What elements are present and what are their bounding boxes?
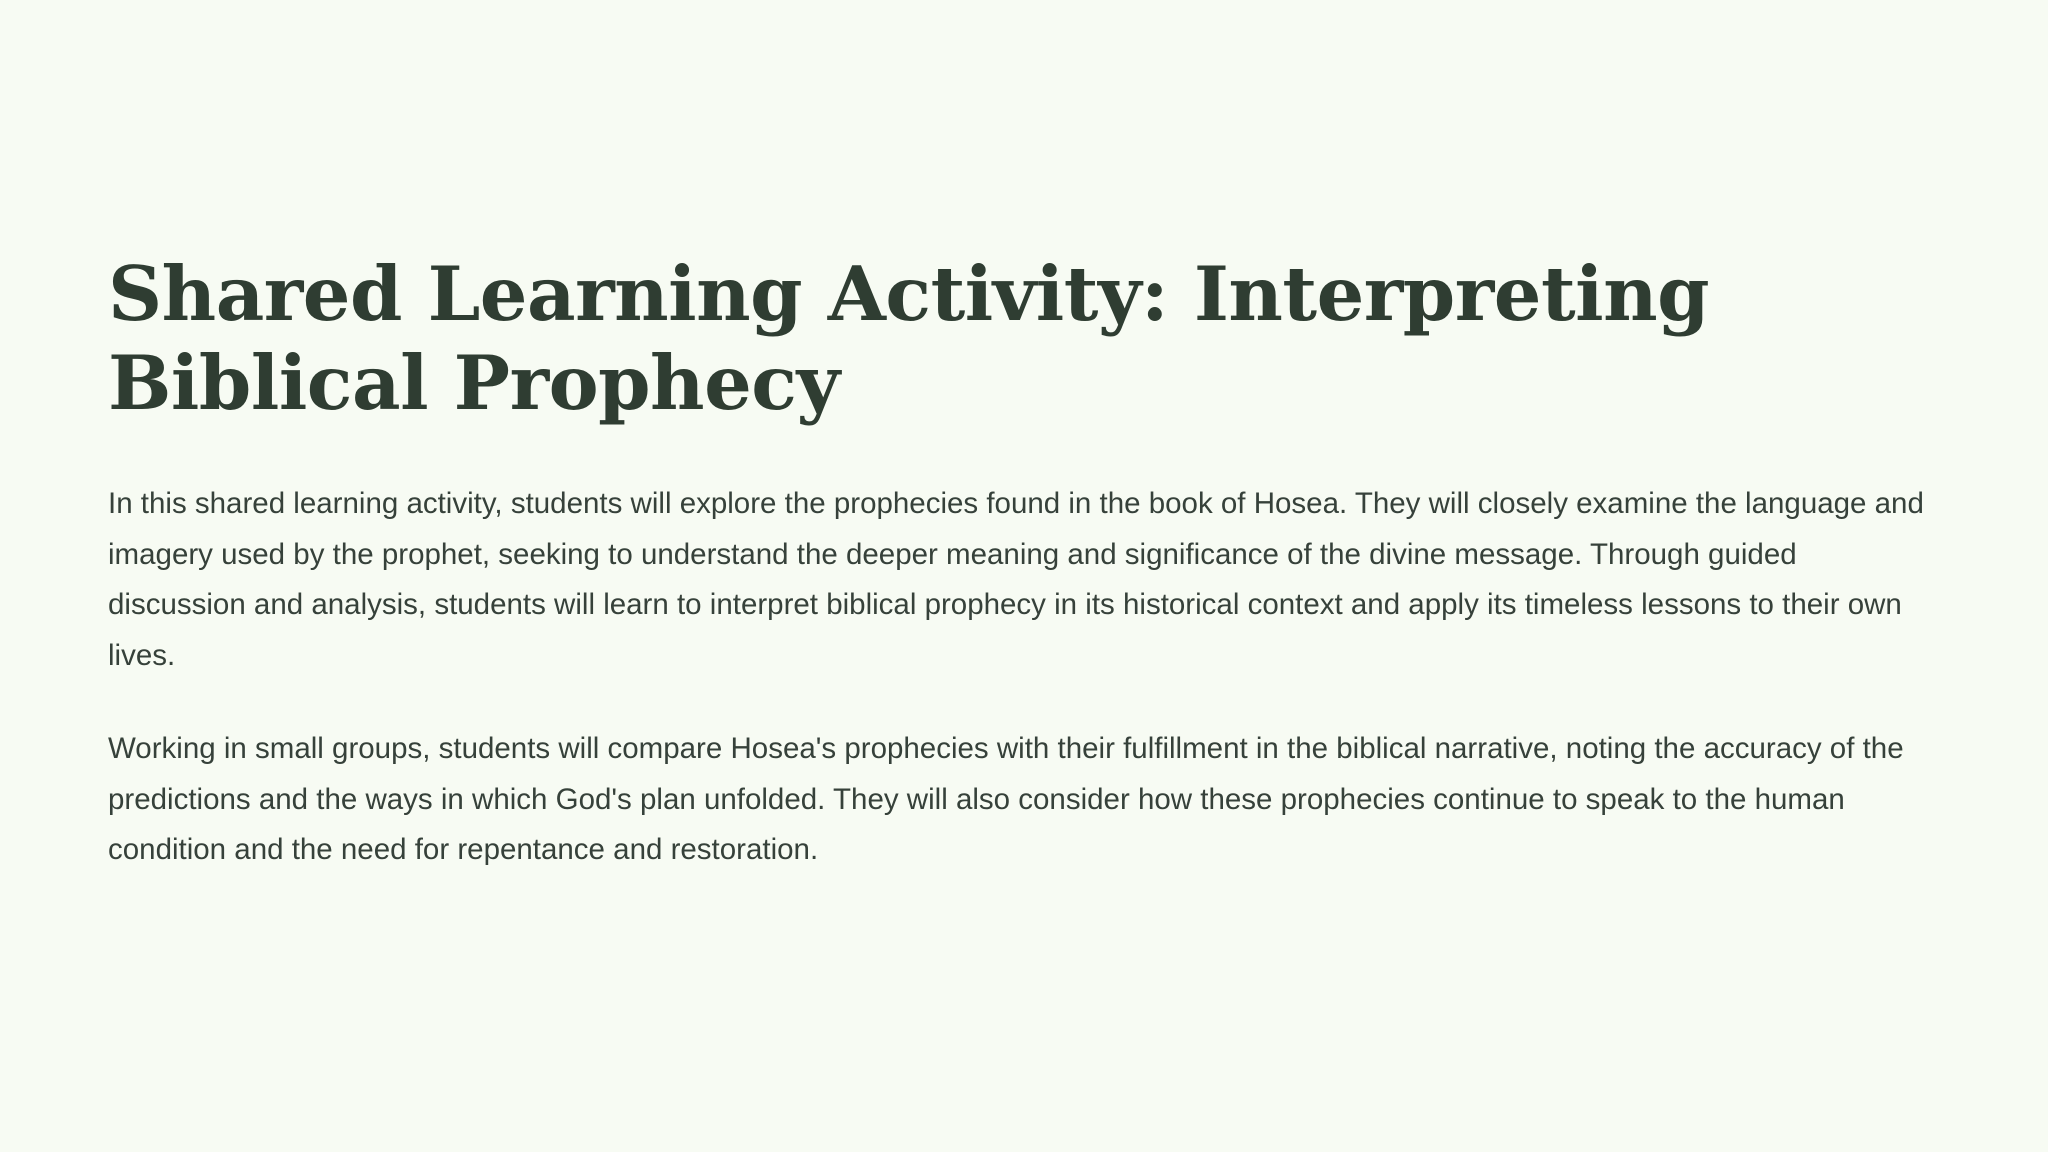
page-title: Shared Learning Activity: Interpreting Biblical Prophecy <box>108 250 1710 427</box>
body-paragraph-1: In this shared learning activity, students will explore the prophecies found in the book of Hosea. They will closely examine the language and imagery used by the prophet, seeking to understand the deeper meaning and significance of the divine message. Through guided discussion and analysis, students will learn to interpret biblical prophecy in its historical context and apply its timeless lessons to their own lives. <box>108 487 1924 673</box>
body-paragraph-2: Working in small groups, students will compare Hosea's prophecies with their fulfillment in the biblical narrative, noting the accuracy of the predictions and the ways in which God's plan unfolded. They will also consider how these prophecies continue to speak to the human condition and the need for repentance and restoration. <box>108 731 1904 867</box>
document-content <box>108 250 1944 876</box>
